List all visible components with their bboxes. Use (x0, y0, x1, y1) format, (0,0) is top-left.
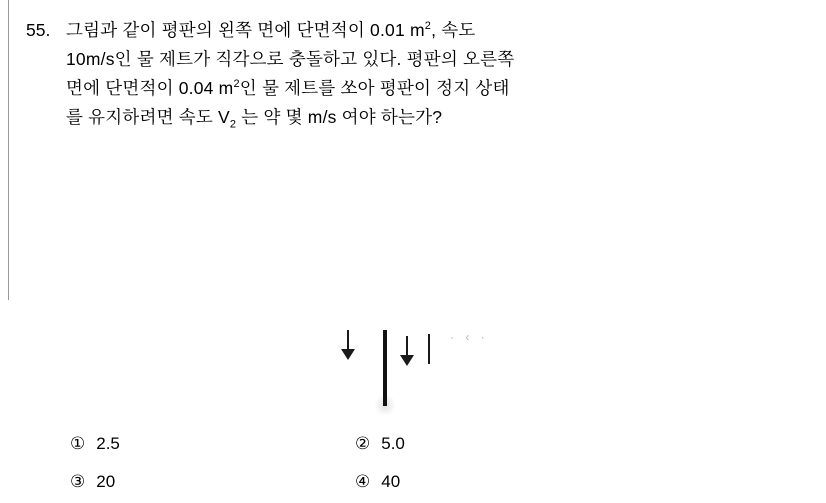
question-line-1-text: 그림과 같이 평판의 왼쪽 면에 단면적이 0.01 m (66, 20, 425, 40)
question-line-4-text: 를 유지하려면 속도 V (66, 107, 230, 127)
question-number: 55. (26, 20, 51, 40)
down-arrow-icon-right (399, 336, 415, 370)
choice-text-1: 2.5 (96, 434, 120, 453)
choice-option-1[interactable] (70, 434, 355, 454)
question-block (26, 16, 796, 132)
figure-diagram (330, 322, 560, 422)
choice-text-3: 20 (96, 472, 116, 491)
choice-marker-2: ② (355, 434, 371, 453)
subscript-v2: 2 (229, 118, 237, 131)
choice-text-4: 40 (381, 472, 401, 491)
answer-choices (70, 425, 710, 501)
down-arrow-icon-left (340, 330, 356, 366)
question-line-4-tail: 는 약 몇 m/s 여야 하는가? (236, 107, 443, 127)
choice-option-2[interactable] (355, 434, 640, 454)
choice-marker-1: ① (70, 434, 86, 453)
choice-marker-4: ④ (355, 472, 371, 491)
question-line-2-text: 10m/s인 물 제트가 직각으로 충돌하고 있다. 평판의 오른쪽 (66, 49, 515, 69)
arrow-head (341, 349, 355, 360)
vertical-tick-icon (428, 334, 430, 364)
question-line-3-text: 면에 단면적이 0.04 m (66, 78, 234, 98)
question-line-1-tail: , 속도 (431, 20, 476, 40)
figure-faint-label: · ‹ · (450, 330, 489, 344)
choice-marker-3: ③ (70, 472, 86, 491)
choice-text-2: 5.0 (381, 434, 405, 453)
arrow-head (400, 355, 414, 366)
question-line-2 (66, 45, 796, 74)
choice-row (70, 463, 710, 501)
superscript-squared-2: 2 (233, 78, 240, 91)
question-line-1 (66, 16, 796, 45)
choice-option-4[interactable] (355, 472, 640, 492)
plate-bar (383, 330, 387, 406)
choice-option-3[interactable] (70, 472, 355, 492)
superscript-squared-1: 2 (424, 20, 432, 33)
question-line-3 (66, 74, 796, 103)
question-line-4 (66, 103, 796, 132)
question-text (66, 16, 796, 132)
page-left-rule (8, 0, 9, 300)
question-line-3-tail: 인 물 제트를 쏘아 평판이 정지 상태 (239, 78, 510, 98)
choice-row (70, 425, 710, 463)
